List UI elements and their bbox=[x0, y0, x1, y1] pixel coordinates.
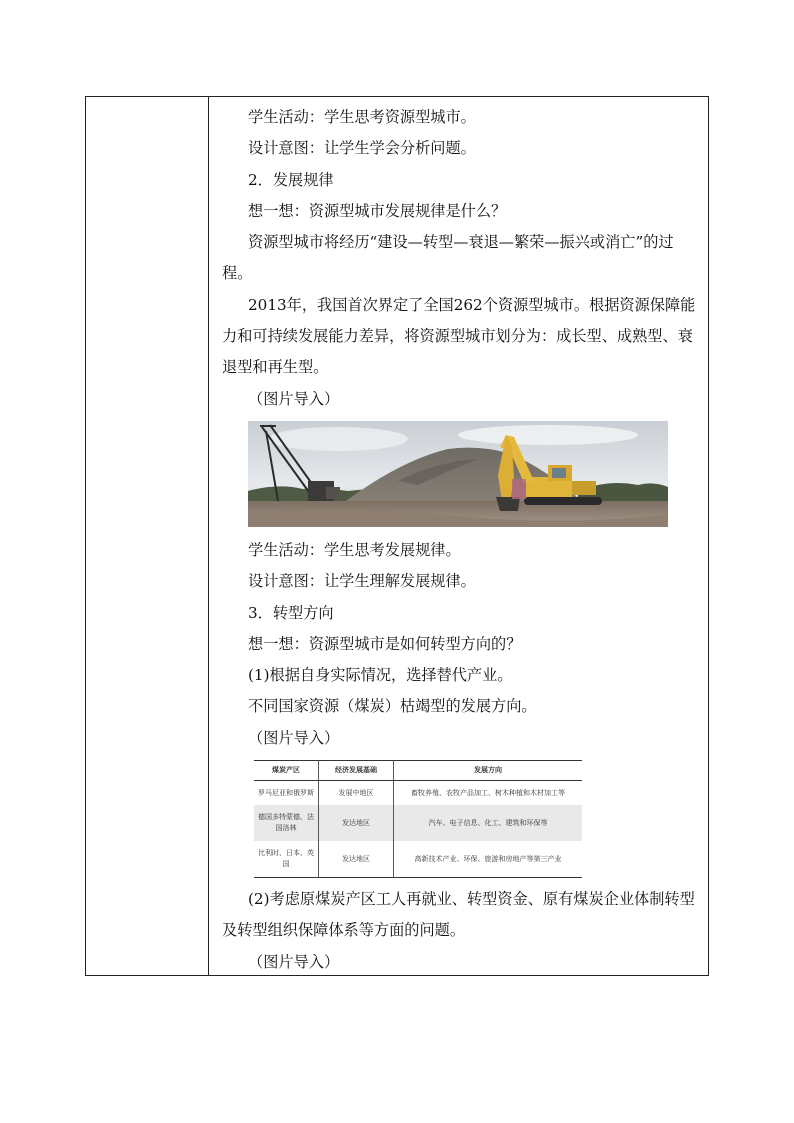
table-cell: 汽车、电子信息、化工、建筑和环保等 bbox=[394, 805, 583, 841]
design-intent-1: 设计意图：让学生学会分析问题。 bbox=[248, 139, 476, 158]
table-header-direction: 发展方向 bbox=[394, 761, 583, 781]
content-cell bbox=[209, 97, 708, 975]
paragraph-process: 资源型城市将经历“建设—转型—衰退—繁荣—振兴或消亡”的过程。 bbox=[222, 233, 674, 283]
coal-region-table bbox=[254, 760, 582, 878]
paragraph-2013: 2013年，我国首次界定了全国262个资源型城市。根据资源保障能力和可持续发展能力差异，将资源型城市划分为：成长型、成熟型、衰退型和再生型。 bbox=[222, 295, 696, 377]
question-transformation: 想一想：资源型城市是如何转型方向的？ bbox=[248, 634, 522, 653]
table-cell: 比利时、日本、英国 bbox=[258, 849, 314, 869]
table-cell: 发达地区 bbox=[319, 805, 394, 841]
table-cell: 发展中地区 bbox=[319, 781, 394, 806]
table-cell: 畜牧养殖、农牧产品加工、树木种植和木材加工等 bbox=[394, 781, 583, 806]
point-1-substitute-industry: (1)根据自身实际情况，选择替代产业。 bbox=[248, 666, 513, 685]
table-row bbox=[254, 841, 582, 878]
mining-site-photo bbox=[248, 421, 668, 527]
table-cell: 高新技术产业、环保、旅游和房地产等第三产业 bbox=[394, 841, 583, 878]
point-2-reemployment: (2)考虑原煤炭产区工人再就业、转型资金、原有煤炭企业体制转型及转型组织保障体系等方面的问题。 bbox=[222, 890, 695, 940]
image-import-label-1: （图片导入） bbox=[248, 389, 340, 408]
lesson-table bbox=[85, 96, 709, 976]
table-row bbox=[254, 805, 582, 841]
student-activity-1: 学生活动：学生思考资源型城市。 bbox=[248, 108, 476, 126]
table-row bbox=[254, 781, 582, 806]
image-import-label-2: （图片导入） bbox=[248, 728, 340, 747]
section-heading-development-law: 2．发展规律 bbox=[248, 170, 334, 189]
country-directions-caption: 不同国家资源（煤炭）枯竭型的发展方向。 bbox=[248, 697, 537, 716]
table-cell: 发达地区 bbox=[319, 841, 394, 878]
table-header-region: 煤炭产区 bbox=[254, 761, 319, 781]
image-import-label-3: （图片导入） bbox=[248, 952, 340, 971]
design-intent-2: 设计意图：让学生理解发展规律。 bbox=[248, 572, 476, 591]
section-heading-transformation: 3．转型方向 bbox=[248, 603, 334, 622]
table-cell: 罗马尼亚和俄罗斯 bbox=[258, 788, 314, 797]
student-activity-2: 学生活动：学生思考发展规律。 bbox=[248, 540, 461, 559]
question-development-law: 想一想：资源型城市发展规律是什么？ bbox=[248, 201, 507, 220]
table-cell: 德国多特蒙德、法国洛林 bbox=[254, 805, 319, 841]
table-header-economy: 经济发展基础 bbox=[319, 761, 394, 781]
